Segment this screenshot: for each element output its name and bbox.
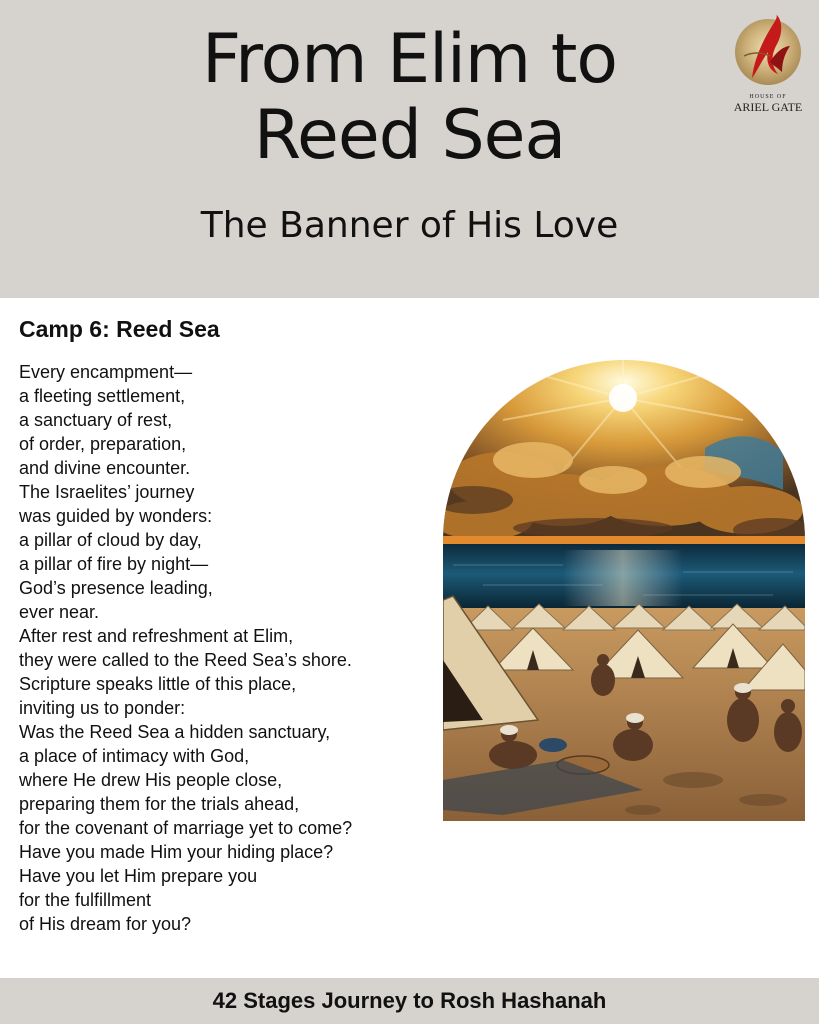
poem-line: Was the Reed Sea a hidden sanctuary,: [19, 722, 331, 742]
poem-line: Have you made Him your hiding place?: [19, 842, 334, 862]
poem-line: a place of intimacy with God,: [19, 746, 250, 766]
poem-line: inviting us to ponder:: [19, 698, 186, 718]
page-title: [0, 22, 819, 174]
logo-emblem-icon: [732, 12, 804, 88]
ariel-gate-logo: [730, 12, 806, 116]
logo-small-text: HOUSE OF: [749, 94, 787, 100]
poem-text: [19, 360, 439, 936]
poem-line: they were called to the Reed Sea’s shore.: [19, 650, 352, 670]
poem-line: where He drew His people close,: [19, 770, 283, 790]
poem-line: was guided by wonders:: [19, 506, 213, 526]
footer-banner: [0, 978, 819, 1024]
poem-line: ever near.: [19, 602, 100, 622]
title-line-2: Reed Sea: [253, 96, 566, 175]
poem-line: Scripture speaks little of this place,: [19, 674, 297, 694]
page-subtitle: The Banner of His Love: [200, 205, 619, 246]
poem-line: a sanctuary of rest,: [19, 410, 173, 430]
poem-line: of His dream for you?: [19, 914, 192, 934]
camp-heading: Camp 6: Reed Sea: [19, 316, 220, 342]
poem-line: Have you let Him prepare you: [19, 866, 258, 886]
poem-line: God’s presence leading,: [19, 578, 213, 598]
poem-line: and divine encounter.: [19, 458, 191, 478]
title-line-1: From Elim to: [202, 20, 617, 99]
poem-line: a pillar of fire by night—: [19, 554, 209, 574]
poem-line: of order, preparation,: [19, 434, 187, 454]
poem-line: Every encampment—: [19, 362, 193, 382]
header-banner: [0, 0, 819, 298]
poem-line: for the fulfillment: [19, 890, 152, 910]
poem-line: After rest and refreshment at Elim,: [19, 626, 294, 646]
footer-text: 42 Stages Journey to Rosh Hashanah: [212, 988, 607, 1013]
poem-line: The Israelites’ journey: [19, 482, 195, 502]
poem-line: for the covenant of marriage yet to come?: [19, 818, 353, 838]
poem-line: preparing them for the trials ahead,: [19, 794, 300, 814]
reed-sea-camp-illustration: [443, 360, 805, 821]
logo-name: ARIEL GATE: [733, 100, 803, 114]
poem-line: a fleeting settlement,: [19, 386, 186, 406]
poem-line: a pillar of cloud by day,: [19, 530, 202, 550]
